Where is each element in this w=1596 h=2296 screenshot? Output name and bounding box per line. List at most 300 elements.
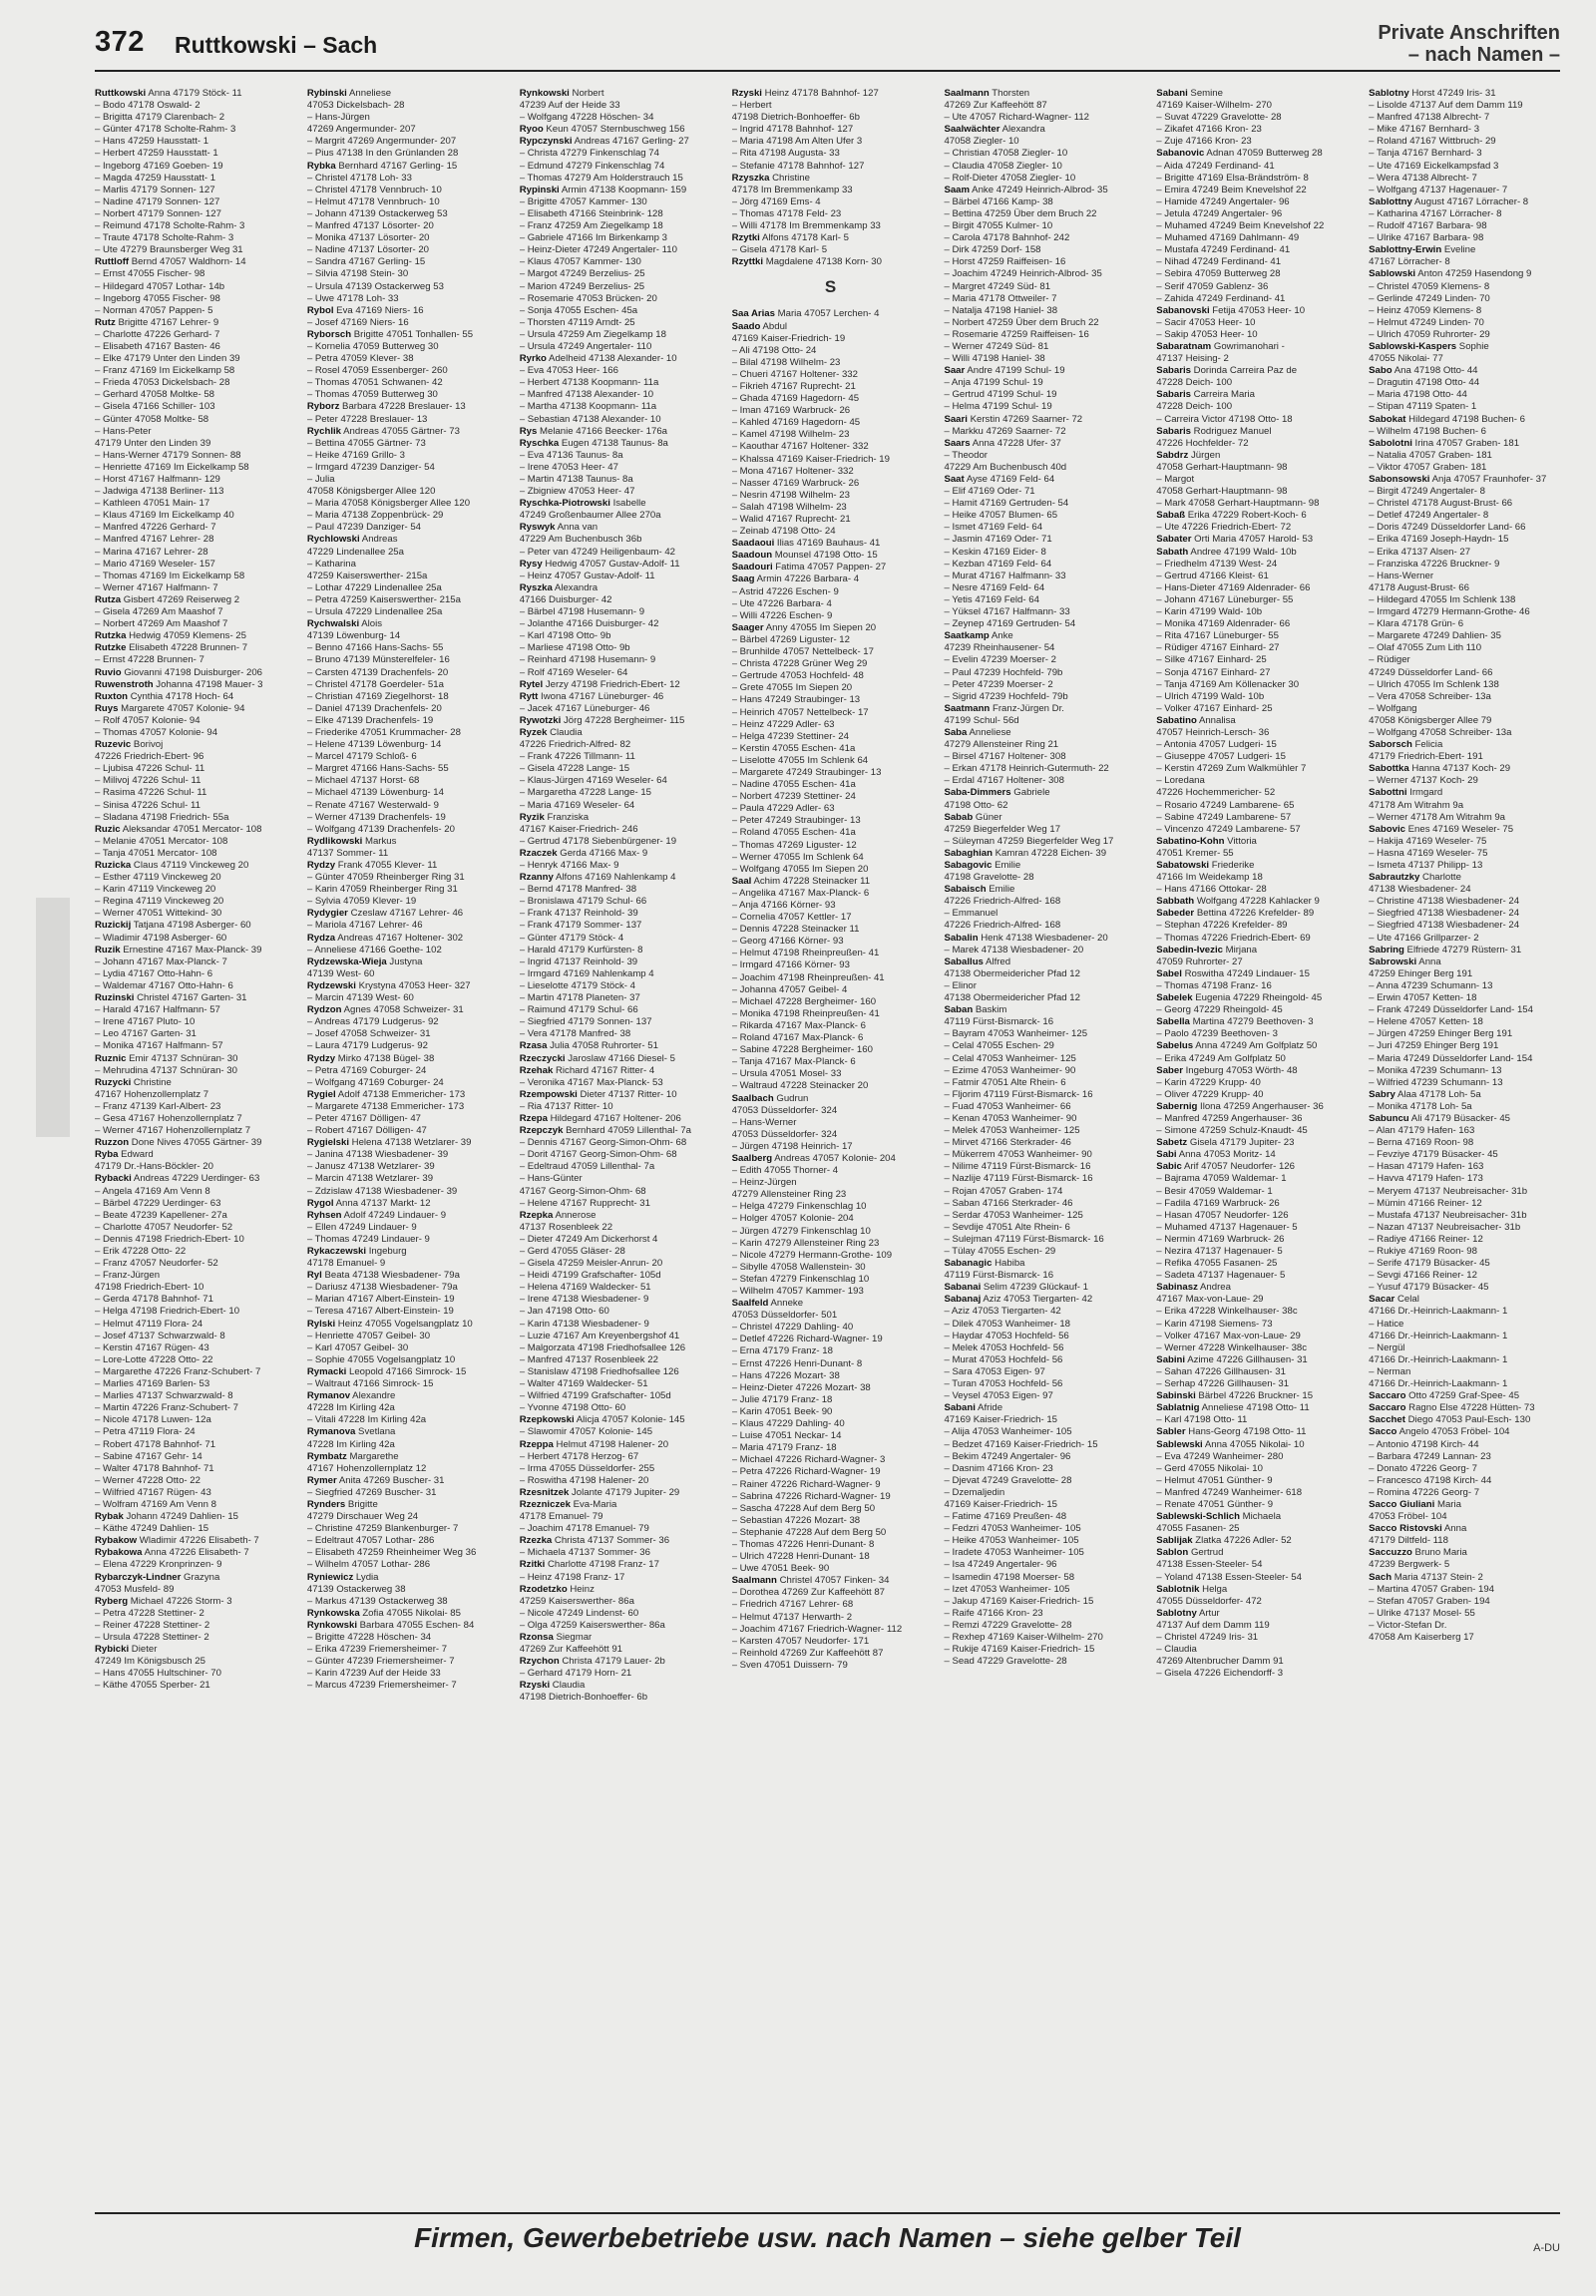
entry-surname: Sabrowski [1369,956,1417,967]
directory-entry [1156,1331,1354,1342]
directory-entry [1369,173,1566,185]
entry-details: – Ulrich 47059 Ruhrorter- 29 [1369,328,1490,340]
entry-details: – Elisabeth 47167 Basten- 46 [95,340,220,352]
entry-surname: Ruys [95,702,119,714]
entry-details: – Lothar 47229 Lindenallee 25a [306,581,442,593]
directory-entry [95,1656,292,1668]
directory-entry [1369,438,1566,450]
entry-details: 47249 Im Königsbusch 25 [95,1656,205,1668]
entry-surname: Rzaczek [519,847,558,859]
directory-entry [1156,1258,1354,1270]
entry-details: – Martha 47138 Koopmann- 11a [519,401,657,413]
entry-surname: Rzitki [519,1559,546,1571]
directory-entry [520,824,717,836]
directory-entry [520,1004,717,1016]
entry-details: 47169 Kaiser-Friedrich- 15 [944,1498,1058,1510]
directory-entry [944,1342,1141,1354]
entry-details: – Helma 47199 Schul- 19 [944,401,1052,413]
entry-details: – Mükerrem 47053 Wanheimer- 90 [944,1149,1092,1161]
directory-entry [520,281,717,293]
entry-surname: Rzyski [731,88,762,99]
entry-details: – Peter 47167 Dölligen- 47 [306,1112,421,1124]
directory-entry [307,426,505,438]
directory-entry [95,1319,292,1331]
directory-entry [520,1016,717,1028]
entry-surname: Saari [944,413,968,425]
entry-details: – Esther 47119 Vinckeweg 20 [95,872,221,884]
entry-details: – Harald 47179 Kurfürsten- 8 [519,944,643,956]
entry-details: – Thomas 47169 Im Eickelkamp 58 [95,570,245,581]
directory-entry [1156,1535,1354,1547]
entry-details: – Angelika 47167 Max-Planck- 6 [731,887,870,899]
directory-entry [95,1186,292,1198]
entry-details: – Sonja 47167 Einhard- 27 [1156,666,1271,678]
directory-entry [520,1475,717,1487]
entry-details: – Brigitte 47057 Kammer- 130 [519,195,647,207]
entry-details: – Bilal 47198 Wilhelm- 23 [731,356,841,368]
directory-entry [1369,630,1566,642]
directory-entry [1369,1331,1566,1342]
directory-entry [1369,957,1566,968]
directory-entry [1369,703,1566,715]
directory-entry [732,1503,930,1515]
entry-details: – Bekim 47249 Angertaler- 96 [944,1450,1071,1462]
entry-details: – Rita 47167 Lüneburger- 55 [1156,630,1279,642]
entry-surname: Sabi [1156,1149,1177,1161]
entry-surname: Ryhsen [306,1209,342,1221]
entry-details: – Barbara 47249 Lannan- 23 [1369,1450,1491,1462]
directory-entry [1156,1644,1354,1656]
entry-details: – Jakup 47169 Kaiser-Friedrich- 15 [944,1595,1094,1607]
directory-entry [944,510,1141,522]
entry-details: – Dorothea 47269 Zur Kaffeehött 87 [731,1587,886,1599]
directory-entry [944,1077,1141,1089]
entry-surname: Sabaisch [944,884,987,896]
directory-entry [307,1331,505,1342]
entry-details: – Vincenzo 47249 Lambarene- 57 [1156,823,1301,835]
directory-entry [95,1210,292,1222]
directory-entry [307,1451,505,1463]
entry-details: – Dennis 47198 Friedrich-Ebert- 10 [95,1233,244,1245]
entry-details: 47166 Dr.-Heinrich-Laakmann- 1 [1369,1330,1508,1341]
entry-details: – Gertrude 47053 Hochfeld- 48 [731,670,864,682]
directory-entry [944,920,1141,932]
directory-entry [944,848,1141,860]
entry-details: – Thomas 47249 Lindauer- 9 [306,1233,430,1245]
directory-entry [1369,377,1566,389]
entry-details: – Waltraut 47166 Simrock- 15 [306,1378,434,1390]
directory-entry [95,836,292,848]
directory-entry [1369,787,1566,799]
entry-surname: Ruttloff [95,256,130,268]
directory-entry [944,1028,1141,1040]
entry-details: – Kamel 47198 Wilhelm- 23 [731,429,850,441]
entry-details: 47198 Dietrich-Bonhoeffer- 6b [731,112,860,124]
directory-entry [732,743,930,755]
directory-entry [732,598,930,610]
entry-details: 47169 Kaiser-Friedrich- 15 [944,1414,1058,1426]
directory-entry [944,317,1141,329]
entry-details: – Antonia 47057 Ludgeri- 15 [1156,739,1277,751]
entry-details: – Chueri 47167 Holtener- 332 [731,368,858,380]
entry-details: – Josef 47058 Schweizer- 31 [306,1028,431,1040]
directory-entry [944,1463,1141,1475]
entry-details: 47058 Gerhart-Hauptmann- 98 [1156,461,1288,473]
directory-entry [520,1366,717,1378]
directory-entry [95,1596,292,1608]
directory-entry [1156,775,1354,787]
entry-surname: Rzasa [519,1040,548,1052]
directory-entry [732,100,930,112]
directory-entry [520,474,717,486]
directory-entry [732,1406,930,1418]
directory-entry [307,498,505,510]
entry-details: – Dorit 47167 Georg-Simon-Ohm- 68 [519,1149,677,1161]
directory-entry [732,731,930,743]
directory-entry [1156,957,1354,968]
directory-entry [307,185,505,196]
directory-entry [1156,256,1354,268]
directory-entry [732,88,930,100]
entry-details: – Frank 47179 Sommer- 137 [519,920,642,932]
entry-details: Christa 47179 Lauer- 2b [559,1656,665,1668]
directory-entry [1369,1378,1566,1390]
directory-entry [944,185,1141,196]
directory-entry [1369,353,1566,365]
entry-details: 47137 Heising- 2 [1156,353,1229,365]
directory-entry [1156,1354,1354,1366]
entry-details: 47053 Düsseldorfer- 501 [731,1310,838,1322]
entry-details: – Dieter 47249 Am Dickerhorst 4 [519,1233,658,1245]
entry-details: – Rita 47198 Augusta- 33 [731,148,840,160]
entry-details: – Gertrud 47199 Schul- 19 [944,389,1057,401]
directory-entry [95,1137,292,1149]
entry-details: – Ingrid 47178 Bahnhof- 127 [731,124,854,136]
entry-details: – Martin 47178 Planeten- 37 [519,992,640,1004]
entry-details: Isabelle [609,498,646,510]
directory-entry [520,908,717,920]
directory-entry [520,100,717,112]
entry-details: 47198 Dietrich-Bonhoeffer- 6b [519,1692,648,1704]
directory-entry [732,694,930,706]
directory-entry [520,136,717,148]
directory-entry [1369,1077,1566,1089]
entry-details: Agnes 47058 Schweizer- 31 [341,1004,464,1016]
entry-details: Julia 47058 Ruhrorter- 51 [547,1040,658,1052]
directory-entry [95,1620,292,1632]
directory-entry [520,1040,717,1052]
directory-entry [732,984,930,996]
entry-details: Justyna [386,956,423,967]
entry-details: – Elena 47229 Kronprinzen- 9 [95,1559,222,1571]
directory-entry [1369,329,1566,341]
directory-entry [95,1402,292,1414]
entry-surname: Sablotny [1156,1607,1197,1619]
entry-details: – Sabine 47167 Gehr- 14 [95,1450,202,1462]
entry-surname: Rzesnitzek [519,1486,570,1498]
entry-details: – Petra 47119 Flora- 24 [95,1426,196,1438]
directory-entry [307,571,505,582]
entry-details: – Fedzri 47053 Wanheimer- 105 [944,1523,1081,1535]
entry-details: – Wilhelm 47198 Buchen- 6 [1369,425,1487,437]
entry-details: – Nermin 47169 Warbruck- 26 [1156,1233,1285,1245]
directory-entry [520,618,717,630]
entry-surname: Ryswyk [519,522,556,534]
directory-entry [1156,812,1354,824]
directory-entry [520,775,717,787]
entry-details: – Mariola 47167 Lehrer- 46 [306,920,423,932]
entry-details: – Theodor [944,449,988,461]
entry-details: 47198 Friedrich-Ebert- 10 [95,1282,204,1294]
entry-details: – Wolfgang 47137 Hagenauer- 7 [1369,184,1508,195]
entry-details: – Evelin 47239 Moerser- 2 [944,654,1056,666]
directory-entry [307,594,505,606]
entry-details: – Werner 47228 Winkelhauser- 38c [1156,1341,1308,1353]
entry-details: Norbert [569,88,604,99]
entry-details: – Michael 47139 Löwenburg- 14 [306,787,444,799]
directory-entry [1369,751,1566,763]
directory-entry [944,244,1141,256]
entry-details: 47279 Dirschauer Weg 24 [306,1511,419,1523]
directory-entry [1156,244,1354,256]
entry-details: – Manfred 47138 Albrecht- 7 [1369,112,1490,124]
directory-entry [944,751,1141,763]
entry-details: Iwona 47167 Lüneburger- 46 [538,690,664,702]
entry-details: – Ursula 47051 Mosel- 33 [731,1068,842,1080]
entry-details: – Lydia 47167 Otto-Hahn- 6 [95,967,213,979]
entry-details: – Sakip 47053 Heer- 10 [1156,328,1258,340]
entry-details: Gabriele [1010,787,1050,799]
entry-details: Annerose [553,1209,597,1221]
directory-entry [307,1499,505,1511]
directory-entry [1156,1511,1354,1523]
directory-entry [95,582,292,594]
entry-details: – Remzi 47229 Gravelotte- 28 [944,1619,1072,1631]
directory-entry [1369,1439,1566,1451]
entry-details: – Günter 47178 Scholte-Rahm- 3 [95,124,236,136]
directory-entry [307,1294,505,1306]
directory-entry [95,787,292,799]
entry-details: – Ismeta 47137 Philipp- 13 [1369,860,1483,871]
directory-entry [520,715,717,727]
entry-details: – Helene 47057 Ketten- 18 [1369,1016,1483,1028]
entry-details: – Renate 47167 Westerwald- 9 [306,799,439,811]
directory-entry [520,582,717,594]
entry-details: – Irmgard 47239 Danziger- 54 [306,461,435,473]
entry-details: Felicia [1411,739,1443,751]
directory-entry [307,896,505,908]
directory-entry [95,727,292,739]
entry-details: 47058 Gerhart-Hauptmann- 98 [1156,486,1288,498]
entry-details: – Emmanuel [944,908,998,920]
entry-details: – Martina 47057 Graben- 194 [1369,1583,1495,1595]
directory-entry [307,401,505,413]
directory-entry [520,1378,717,1390]
directory-entry [95,1559,292,1571]
entry-details: – Veronika 47167 Max-Planck- 53 [519,1076,663,1088]
directory-entry [520,1523,717,1535]
directory-entry [1369,1101,1566,1113]
entry-surname: Sabagovic [944,860,993,871]
entry-details: – Wilfried 47199 Grafschafter- 105d [519,1390,671,1402]
entry-surname: Sabani [1156,88,1188,99]
entry-surname: Rypczynski [519,136,573,148]
directory-entry [520,1258,717,1270]
entry-details: Alaa 47178 Loh- 5a [1395,1088,1481,1100]
directory-entry [520,1463,717,1475]
entry-details: – Wolfgang 47055 Im Siepen 20 [731,863,869,875]
entry-details: – Maria 47169 Weseler- 64 [519,799,635,811]
directory-entry [307,1040,505,1052]
entry-surname: Saalwächter [944,124,1000,136]
directory-entry [520,1173,717,1185]
entry-details: 47138 Obermeidericher Pfad 12 [944,967,1080,979]
entry-details: Friederike [1209,860,1255,871]
directory-entry [95,1366,292,1378]
entry-details: – Nilime 47119 Fürst-Bismarck- 16 [944,1161,1091,1173]
entry-surname: Sach [1369,1571,1393,1583]
entry-details: – Elinor [944,979,977,991]
entry-details: – Petra 47226 Richard-Wagner- 19 [731,1466,881,1478]
entry-details: – Hildegard 47057 Lothar- 14b [95,280,225,292]
directory-entry [944,559,1141,571]
entry-details: – Claudia 47058 Ziegler- 10 [944,160,1062,172]
directory-entry [520,534,717,546]
directory-entry [1156,498,1354,510]
entry-surname: Sacco Giuliani [1369,1498,1435,1510]
entry-details: – Yvonne 47198 Otto- 60 [519,1402,626,1414]
entry-surname: Sablijak [1156,1535,1193,1547]
directory-entry [732,707,930,719]
directory-entry [732,634,930,646]
entry-details: Hans-Georg 47198 Otto- 11 [1185,1426,1307,1438]
directory-entry [95,486,292,498]
directory-entry [1369,426,1566,438]
directory-entry [520,1089,717,1101]
directory-entry [520,751,717,763]
directory-entry [307,848,505,860]
directory-entry [307,1065,505,1077]
directory-entry [1369,414,1566,426]
entry-details: – Christian 47169 Ziegelhorst- 18 [306,690,449,702]
directory-entry [307,679,505,691]
entry-details: – Sevgi 47166 Reiner- 12 [1369,1270,1477,1282]
entry-details: – Heike 47057 Blumen- 65 [944,510,1058,522]
entry-details: Alexandra [999,124,1045,136]
entry-details: Habiba [992,1258,1025,1270]
directory-entry [520,920,717,932]
directory-entry [1156,1451,1354,1463]
entry-details: 47226 Hochemmericher- 52 [1156,787,1276,799]
directory-entry [944,1559,1141,1571]
directory-entry [732,1358,930,1370]
entry-details: Markus [362,835,397,847]
directory-entry [1156,1198,1354,1210]
directory-entry [1156,1319,1354,1331]
directory-entry [1156,739,1354,751]
entry-details: Azime 47226 Gillhausen- 31 [1185,1353,1308,1365]
entry-details: – Hans 47226 Mozart- 38 [731,1369,840,1381]
directory-entry [1156,763,1354,775]
directory-entry [95,1331,292,1342]
entry-details: – Maria 47198 Otto- 44 [1369,389,1467,401]
directory-entry [520,317,717,329]
directory-entry [1369,1065,1566,1077]
directory-entry [95,884,292,896]
entry-details: – Wolfgang 47139 Drachenfels- 20 [306,823,455,835]
directory-entry [1156,161,1354,173]
entry-details: – Walter 47169 Waldecker- 51 [519,1378,648,1390]
directory-entry [1369,1620,1566,1632]
entry-details: 47229 Lindenallee 25a [306,546,404,558]
directory-entry [732,514,930,526]
directory-entry [732,502,930,514]
entry-details: – Melanie 47051 Mercator- 108 [95,835,228,847]
directory-entry [520,1451,717,1463]
entry-surname: Sabring [1369,944,1404,956]
directory-entry [520,1644,717,1656]
directory-entry [520,522,717,534]
directory-entry [732,1394,930,1406]
entry-details: Bernhard 47167 Gerling- 15 [335,160,458,172]
entry-details: – Georg 47166 Körner- 93 [731,936,844,948]
entry-details: Bettina 47226 Krefelder- 89 [1194,908,1315,920]
entry-details: – Hans-Dieter 47169 Aldenrader- 66 [1156,581,1311,593]
directory-entry [520,1668,717,1680]
entry-details: – Markus 47139 Ostackerweg 38 [306,1595,448,1607]
directory-entry [307,968,505,980]
entry-details: – Michael 47228 Bergheimer- 160 [731,995,877,1007]
entry-details: 47239 Bergwerk- 5 [1369,1559,1450,1571]
entry-details: – Erdal 47167 Holtener- 308 [944,775,1064,787]
entry-details: – Ingeborg 47055 Fischer- 98 [95,292,220,304]
entry-surname: Rydzewska-Wieja [306,956,387,967]
entry-details: – Katharina [306,558,356,570]
entry-details: – Sonja 47055 Eschen- 45a [519,304,638,316]
entry-details: – Gerhard 47058 Moltke- 58 [95,389,214,401]
directory-entry [1369,824,1566,836]
entry-details: – Michael 47226 Richard-Wagner- 3 [731,1454,886,1466]
entry-details: – Paul 47239 Hochfeld- 79b [944,666,1063,678]
directory-entry [95,812,292,824]
directory-entry [944,1632,1141,1644]
entry-details: – Heinz 47229 Adler- 63 [731,718,835,730]
entry-surname: Sabani [944,1402,976,1414]
directory-entry [307,836,505,848]
entry-details: – Lisolde 47137 Auf dem Damm 119 [1369,100,1523,112]
directory-entry [1369,812,1566,824]
directory-entry [1156,1004,1354,1016]
entry-details: Maria [1434,1498,1461,1510]
entry-surname: Rzepa [519,1112,548,1124]
directory-entry [95,510,292,522]
entry-details: – Juri 47259 Ehinger Berg 191 [1369,1040,1499,1052]
entry-details: – Werner 47137 Koch- 29 [1369,775,1478,787]
directory-entry [520,1306,717,1318]
entry-details: – Haydar 47053 Hochfeld- 56 [944,1330,1069,1341]
entry-details: – Alan 47179 Hafen- 163 [1369,1125,1475,1137]
entry-details: – Jörg 47169 Ems- 4 [731,195,821,207]
directory-entry [944,341,1141,353]
directory-entry [1156,1620,1354,1632]
directory-entry [520,1608,717,1620]
directory-entry [732,1334,930,1345]
directory-entry [732,1345,930,1357]
directory-entry [95,1198,292,1210]
entry-details: Annalisa [1196,714,1236,726]
directory-entry [944,1656,1141,1668]
directory-entry [1156,232,1354,244]
